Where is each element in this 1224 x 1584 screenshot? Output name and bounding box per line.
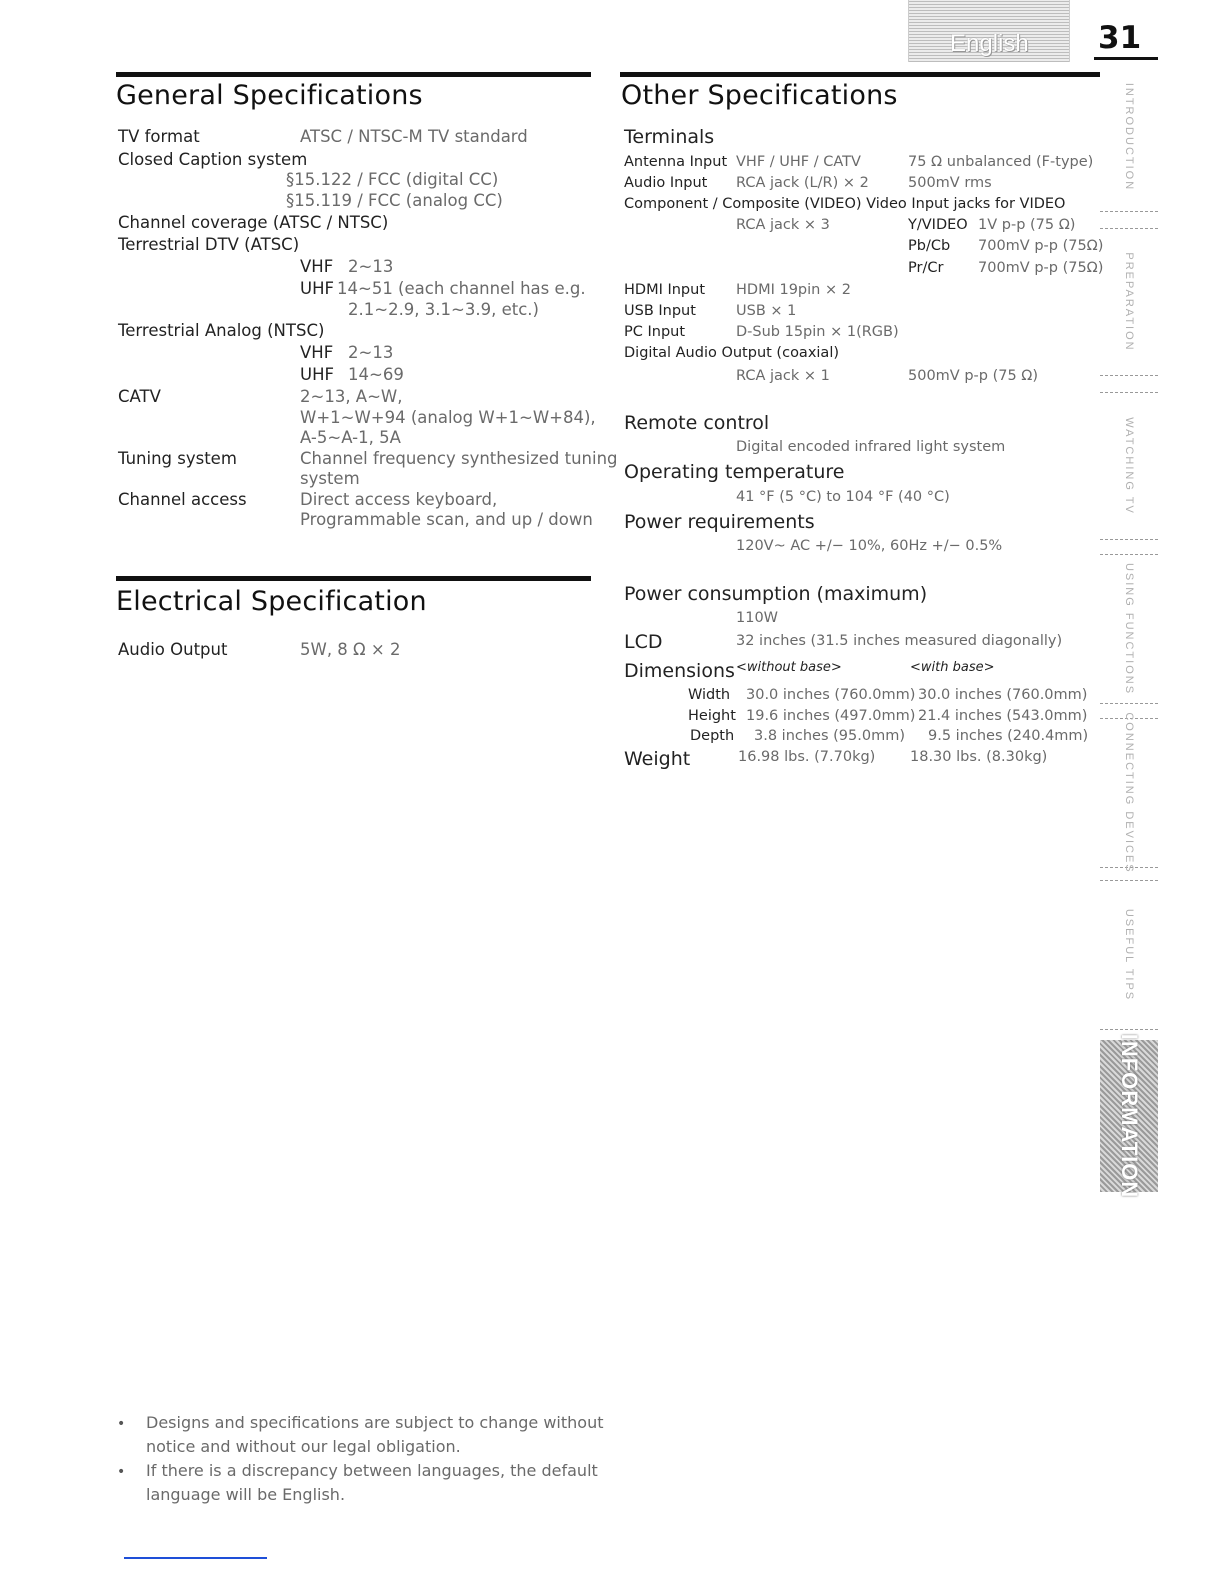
spec-value: USB × 1 bbox=[736, 303, 797, 319]
spec-value: 16.98 lbs. (7.70kg) bbox=[738, 749, 876, 765]
spec-label: Tuning system bbox=[118, 449, 237, 468]
side-tab-label: PREPARATION bbox=[1123, 252, 1135, 352]
side-tab-label: USING FUNCTIONS bbox=[1123, 562, 1135, 696]
spec-value: 41 °F (5 °C) to 104 °F (40 °C) bbox=[736, 489, 950, 505]
signal-label: Pb/Cb bbox=[908, 238, 951, 254]
spec-value: 30.0 inches (760.0mm) bbox=[918, 687, 1088, 703]
band-label: UHF bbox=[300, 365, 334, 384]
side-tab-watching-tv[interactable] bbox=[1100, 392, 1158, 540]
side-tab-label: WATCHING TV bbox=[1123, 417, 1135, 515]
temperature-heading: Operating temperature bbox=[624, 461, 845, 483]
spec-value: RCA jack (L/R) × 2 bbox=[736, 175, 869, 191]
spec-value: Digital encoded infrared light system bbox=[736, 439, 1006, 455]
weight-heading: Weight bbox=[624, 748, 691, 770]
section-rule bbox=[620, 72, 1100, 77]
band-label: VHF bbox=[300, 257, 334, 276]
spec-value: 21.4 inches (543.0mm) bbox=[918, 708, 1088, 724]
side-tab-label: USEFUL TIPS bbox=[1123, 908, 1135, 1002]
spec-value: 2~13, A~W, bbox=[300, 387, 403, 406]
spec-value: §15.119 / FCC (analog CC) bbox=[286, 191, 503, 210]
spec-value: system bbox=[300, 469, 360, 488]
spec-label: Terrestrial Analog (NTSC) bbox=[118, 321, 325, 340]
spec-label: Digital Audio Output (coaxial) bbox=[624, 345, 840, 361]
spec-label: HDMI Input bbox=[624, 282, 706, 298]
spec-label: Audio Output bbox=[118, 640, 228, 659]
side-tab-introduction[interactable] bbox=[1100, 62, 1158, 212]
spec-value: HDMI 19pin × 2 bbox=[736, 282, 851, 298]
side-tab-label: CONNECTING DEVICES bbox=[1123, 712, 1135, 874]
dimension-label: Depth bbox=[690, 728, 735, 744]
spec-value: 14~51 (each channel has e.g. bbox=[337, 279, 586, 298]
spec-value: 5W, 8 Ω × 2 bbox=[300, 640, 401, 659]
spec-value: 2.1~2.9, 3.1~3.9, etc.) bbox=[348, 300, 539, 319]
spec-value: 9.5 inches (240.4mm) bbox=[928, 728, 1089, 744]
side-tab-using-functions[interactable] bbox=[1100, 554, 1158, 704]
spec-value: 500mV p-p (75 Ω) bbox=[908, 368, 1039, 384]
dimensions-heading: Dimensions bbox=[624, 660, 735, 682]
page-number: 31 bbox=[1098, 20, 1142, 56]
spec-value: 14~69 bbox=[348, 365, 404, 384]
spec-label: Antenna Input bbox=[624, 154, 728, 170]
spec-label: Channel coverage (ATSC / NTSC) bbox=[118, 213, 389, 232]
spec-value: 32 inches (31.5 inches measured diagonally) bbox=[736, 633, 1063, 649]
side-tab-preparation[interactable] bbox=[1100, 228, 1158, 376]
note-line: notice and without our legal obligation. bbox=[146, 1437, 461, 1456]
side-tab-label: INFORMATION bbox=[1117, 1033, 1142, 1199]
spec-value: 2~13 bbox=[348, 343, 394, 362]
note-line: If there is a discrepancy between languages, the default bbox=[146, 1461, 598, 1480]
spec-value: 2~13 bbox=[348, 257, 394, 276]
spec-value: 1V p-p (75 Ω) bbox=[978, 217, 1076, 233]
spec-value: §15.122 / FCC (digital CC) bbox=[286, 170, 499, 189]
spec-value: A-5~A-1, 5A bbox=[300, 428, 401, 447]
spec-value: 75 Ω unbalanced (F-type) bbox=[908, 154, 1094, 170]
note-line: Designs and specifications are subject to change without bbox=[146, 1413, 604, 1432]
side-tab-label: INTRODUCTION bbox=[1123, 82, 1135, 191]
lcd-heading: LCD bbox=[624, 631, 663, 653]
spec-label: Closed Caption system bbox=[118, 150, 308, 169]
spec-value: D-Sub 15pin × 1(RGB) bbox=[736, 324, 899, 340]
bullet-icon: • bbox=[117, 1416, 126, 1432]
spec-value: VHF / UHF / CATV bbox=[736, 154, 861, 170]
spec-value: Programmable scan, and up / down bbox=[300, 510, 593, 529]
general-title: General Specifications bbox=[116, 80, 423, 111]
terminals-heading: Terminals bbox=[624, 126, 715, 148]
signal-label: Pr/Cr bbox=[908, 260, 944, 276]
column-header: <without base> bbox=[736, 660, 842, 675]
spec-value: 19.6 inches (497.0mm) bbox=[746, 708, 916, 724]
spec-value: 120V~ AC +/− 10%, 60Hz +/− 0.5% bbox=[736, 538, 1003, 554]
language-label: English bbox=[950, 30, 1029, 57]
spec-label: Component / Composite (VIDEO) Video Input jacks for VIDEO bbox=[624, 196, 1066, 212]
spec-value: 700mV p-p (75Ω) bbox=[978, 238, 1104, 254]
signal-label: Y/VIDEO bbox=[908, 217, 968, 233]
side-tab-useful-tips[interactable] bbox=[1100, 880, 1158, 1030]
spec-value: 3.8 inches (95.0mm) bbox=[754, 728, 905, 744]
side-tab-information[interactable] bbox=[1100, 1033, 1158, 1199]
spec-label: PC Input bbox=[624, 324, 686, 340]
spec-value: 500mV rms bbox=[908, 175, 992, 191]
spec-value: Direct access keyboard, bbox=[300, 490, 498, 509]
spec-value: RCA jack × 1 bbox=[736, 368, 830, 384]
spec-label: TV format bbox=[118, 127, 200, 146]
band-label: VHF bbox=[300, 343, 334, 362]
spec-value: 700mV p-p (75Ω) bbox=[978, 260, 1104, 276]
spec-label: Channel access bbox=[118, 490, 247, 509]
spec-label: USB Input bbox=[624, 303, 696, 319]
spec-value: ATSC / NTSC-M TV standard bbox=[300, 127, 528, 146]
page-number-rule bbox=[1094, 57, 1158, 60]
section-rule bbox=[116, 72, 591, 77]
note-line: language will be English. bbox=[146, 1485, 346, 1504]
spec-value: 110W bbox=[736, 610, 779, 626]
bullet-icon: • bbox=[117, 1464, 126, 1480]
other-title: Other Specifications bbox=[621, 80, 898, 111]
section-rule bbox=[116, 576, 591, 581]
spec-label: CATV bbox=[118, 387, 161, 406]
footer-rule bbox=[124, 1557, 267, 1559]
power-heading: Power requirements bbox=[624, 511, 815, 533]
column-header: <with base> bbox=[910, 660, 995, 675]
spec-value: 18.30 lbs. (8.30kg) bbox=[910, 749, 1048, 765]
spec-label: Audio Input bbox=[624, 175, 708, 191]
spec-value: RCA jack × 3 bbox=[736, 217, 830, 233]
band-label: UHF bbox=[300, 279, 334, 298]
side-tab-connecting-devices[interactable] bbox=[1100, 712, 1158, 874]
spec-value: 30.0 inches (760.0mm) bbox=[746, 687, 916, 703]
dimension-label: Height bbox=[688, 708, 736, 724]
spec-value: Channel frequency synthesized tuning bbox=[300, 449, 618, 468]
spec-value: W+1~W+94 (analog W+1~W+84), bbox=[300, 408, 596, 427]
consumption-heading: Power consumption (maximum) bbox=[624, 583, 928, 605]
spec-label: Terrestrial DTV (ATSC) bbox=[118, 235, 300, 254]
remote-heading: Remote control bbox=[624, 412, 770, 434]
dimension-label: Width bbox=[688, 687, 731, 703]
electrical-title: Electrical Specification bbox=[116, 586, 427, 617]
